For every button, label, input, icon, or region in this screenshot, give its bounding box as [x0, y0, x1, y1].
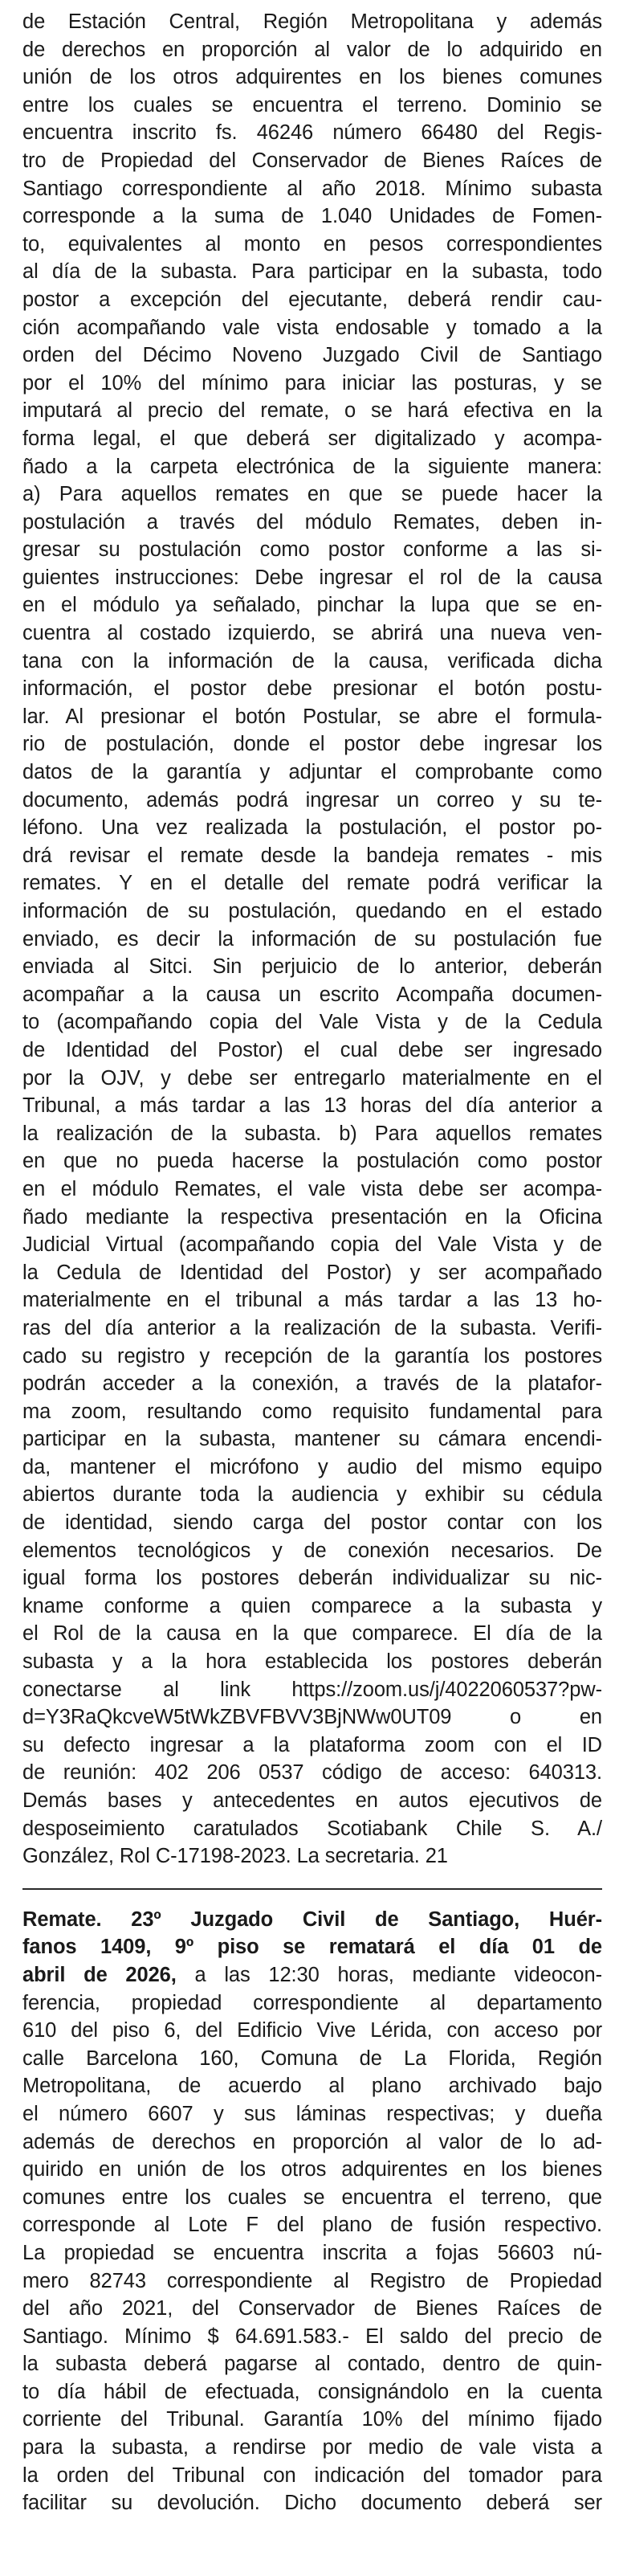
text-line: además de derechos en proporción al valor de lo ad- — [22, 2130, 602, 2153]
text-line: to día hábil de efectuada, consignándolo en la cuenta — [22, 2380, 602, 2403]
text-line: González, Rol C-17198-2023. La secretaria. 21 — [22, 1845, 448, 1868]
text-line: unión de los otros adquirentes en los bienes comunes — [22, 66, 602, 89]
text-line: tana con la información de la causa, verificada dicha — [22, 649, 602, 673]
notice-divider — [22, 1888, 602, 1890]
text-line: a) Para aquellos remates en que se puede hacer la — [22, 483, 602, 506]
text-line: calle Barcelona 160, Comuna de La Florida, Región — [22, 2046, 602, 2070]
notice-heading-line — [22, 1933, 602, 1961]
text-line: para la subasta, a rendirse por medio de vale vista a — [22, 2436, 602, 2459]
text-line: elementos tecnológicos y de conexión necesarios. De — [22, 1539, 602, 1562]
text-line: abiertos durante toda la audiencia y exhibir su cédula — [22, 1483, 602, 1507]
text-line: del año 2021, del Conservador de Bienes Raíces de — [22, 2297, 602, 2320]
text-line: kname conforme a quien comparece a la subasta y — [22, 1594, 602, 1617]
text-line: cuentra al costado izquierdo, se abrirá una nueva ven- — [22, 622, 602, 645]
text-line: remates. Y en el detalle del remate podrá verificar la — [22, 872, 602, 895]
text-line: acompañar a la causa un escrito Acompaña documen- — [22, 983, 602, 1006]
text-line: cado su registro y recepción de la garantía los postores — [22, 1344, 602, 1368]
text-line: facilitar su devolución. Dicho documento deberá ser — [22, 2492, 602, 2515]
text-line: la realización de la subasta. b) Para aquellos remates — [22, 1122, 602, 1145]
notice-body-text: a las 12:30 horas, mediante videocon- — [176, 1963, 602, 1986]
text-line: de derechos en proporción al valor de lo adquirido en — [22, 38, 602, 61]
text-line: 610 del piso 6, del Edificio Vive Lérida, con acceso por — [22, 2019, 602, 2042]
text-line: igual forma los postores deberán individualizar su nic- — [22, 1567, 602, 1590]
text-line: de Estación Central, Región Metropolitana y además — [22, 10, 602, 33]
text-line: podrán acceder a la conexión, a través de la platafor- — [22, 1372, 602, 1396]
notice-heading: Remate. 23º Juzgado Civil de Santiago, Huér- — [22, 1907, 602, 1931]
text-line: corriente del Tribunal. Garantía 10% del mínimo fijado — [22, 2408, 602, 2431]
text-line: Metropolitana, de acuerdo al plano archivado bajo — [22, 2075, 602, 2098]
text-line: el Rol de la causa en la que comparece. El día de la — [22, 1622, 602, 1646]
notice-heading: fanos 1409, 9º piso se rematará el día 01 de — [22, 1936, 602, 1959]
text-line: Judicial Virtual (acompañando copia del Vale Vista y de — [22, 1233, 602, 1257]
text-line: información de su postulación, quedando en el estado — [22, 900, 602, 922]
text-line: de identidad, siendo carga del postor contar con los — [22, 1511, 602, 1535]
text-line: forma legal, el que deberá ser digitalizado y acompa- — [22, 427, 602, 450]
text-line: en que no pueda hacerse la postulación como postor — [22, 1150, 602, 1173]
text-line: entre los cuales se encuentra el terreno. Dominio se — [22, 93, 602, 117]
auction-notice-19th-court — [22, 8, 602, 1871]
text-line: en el módulo ya señalado, pinchar la lupa que se en- — [22, 594, 602, 617]
text-line: da, mantener el micrófono y audio del mismo equipo — [22, 1455, 602, 1478]
text-line: mero 82743 correspondiente al Registro de Propiedad — [22, 2269, 602, 2292]
text-line: Santiago. Mínimo $ 64.691.583.- El saldo del precio de — [22, 2325, 602, 2348]
text-line: la orden del Tribunal con indicación del tomador para — [22, 2464, 602, 2487]
text-line: léfono. Una vez realizada la postulación, el postor po- — [22, 816, 602, 840]
text-line: comunes entre los cuales se encuentra el terreno, que — [22, 2186, 602, 2209]
text-line: enviada al Sitci. Sin perjuicio de lo anterior, deberán — [22, 955, 602, 979]
text-line: materialmente en el tribunal a más tardar a las 13 ho- — [22, 1289, 602, 1312]
text-line: documento, además podrá ingresar un correo y su te- — [22, 788, 602, 812]
text-line: subasta y a la hora establecida los postores deberán — [22, 1650, 602, 1674]
notice-heading-line — [22, 1906, 602, 1934]
text-line: conectarse al link https://zoom.us/j/4022060537?pw- — [22, 1678, 602, 1701]
text-line: d=Y3RaQkcveW5tWkZBVFBVV3BjNWw0UT09 o en — [22, 1706, 602, 1729]
notice-body — [22, 1989, 602, 2517]
text-line: participar en la subasta, mantener su cámara encendi- — [22, 1428, 602, 1451]
text-line: ñado a la carpeta electrónica de la siguiente manera: — [22, 455, 602, 478]
text-line: corresponde a la suma de 1.040 Unidades de Fomen- — [22, 205, 602, 228]
text-line: encuentra inscrito fs. 46246 número 66480 del Regis- — [22, 121, 602, 145]
text-line: orden del Décimo Noveno Juzgado Civil de Santiago — [22, 344, 602, 367]
text-line: La propiedad se encuentra inscrita a fojas 56603 nú- — [22, 2241, 602, 2264]
text-line: to (acompañando copia del Vale Vista y de la Cedula — [22, 1011, 602, 1034]
text-line: la Cedula de Identidad del Postor) y ser acompañado — [22, 1261, 602, 1284]
text-line: información, el postor debe presionar el botón postu- — [22, 677, 602, 701]
text-line: en el módulo Remates, el vale vista debe ser acompa- — [22, 1177, 602, 1200]
text-line: por la OJV, y debe ser entregarlo materialmente en el — [22, 1066, 602, 1090]
text-line: ferencia, propiedad correspondiente al departamento — [22, 1991, 602, 2014]
newspaper-column — [22, 8, 602, 2517]
text-line: gresar su postulación como postor conforme a las si- — [22, 538, 602, 562]
text-line: al día de la subasta. Para participar en la subasta, todo — [22, 260, 602, 284]
text-line: to, equivalentes al monto en pesos correspondientes — [22, 232, 602, 256]
text-line: el número 6607 y sus láminas respectivas; y dueña — [22, 2102, 602, 2125]
text-line: Demás bases y antecedentes en autos ejecutivos de — [22, 1789, 602, 1812]
text-line: rio de postulación, donde el postor debe ingresar los — [22, 733, 602, 756]
text-line: postulación a través del módulo Remates, deben in- — [22, 510, 602, 534]
notice-heading-line — [22, 1961, 602, 1989]
text-line: Tribunal, a más tardar a las 13 horas del día anterior a — [22, 1094, 602, 1118]
text-line: ción acompañando vale vista endosable y tomado a la — [22, 316, 602, 339]
text-line: drá revisar el remate desde la bandeja remates - mis — [22, 844, 602, 867]
text-line: ñado mediante la respectiva presentación en la Oficina — [22, 1205, 602, 1229]
text-line: de Identidad del Postor) el cual debe ser ingresado — [22, 1038, 602, 1061]
text-line: enviado, es decir la información de su postulación fue — [22, 927, 602, 951]
text-line: corresponde al Lote F del plano de fusión respectivo. — [22, 2214, 602, 2237]
text-line: su defecto ingresar a la plataforma zoom con el ID — [22, 1733, 602, 1756]
auction-notice-23rd-court — [22, 1906, 602, 2517]
text-line: quirido en unión de los otros adquirentes en los bienes — [22, 2158, 602, 2181]
text-line: postor a excepción del ejecutante, deberá rendir cau- — [22, 288, 602, 311]
text-line: ras del día anterior a la realización de la subasta. Verifi- — [22, 1316, 602, 1339]
text-line: imputará al precio del remate, o se hará efectiva en la — [22, 399, 602, 423]
text-line: de reunión: 402 206 0537 código de acceso: 640313. — [22, 1761, 602, 1785]
text-line: lar. Al presionar el botón Postular, se abre el formula- — [22, 705, 602, 728]
text-line: la subasta deberá pagarse al contado, dentro de quin- — [22, 2353, 602, 2376]
notice-heading-date: abril de 2026, — [22, 1963, 177, 1986]
text-line: ma zoom, resultando como requisito fundamental para — [22, 1400, 602, 1423]
text-line: guientes instrucciones: Debe ingresar el rol de la causa — [22, 566, 602, 589]
text-line: datos de la garantía y adjuntar el comprobante como — [22, 761, 602, 784]
text-line: Santiago correspondiente al año 2018. Mínimo subasta — [22, 177, 602, 200]
text-line: desposeimiento caratulados Scotiabank Chile S. A./ — [22, 1817, 602, 1840]
text-line: por el 10% del mínimo para iniciar las posturas, y se — [22, 371, 602, 395]
text-line: tro de Propiedad del Conservador de Bienes Raíces de — [22, 149, 602, 172]
